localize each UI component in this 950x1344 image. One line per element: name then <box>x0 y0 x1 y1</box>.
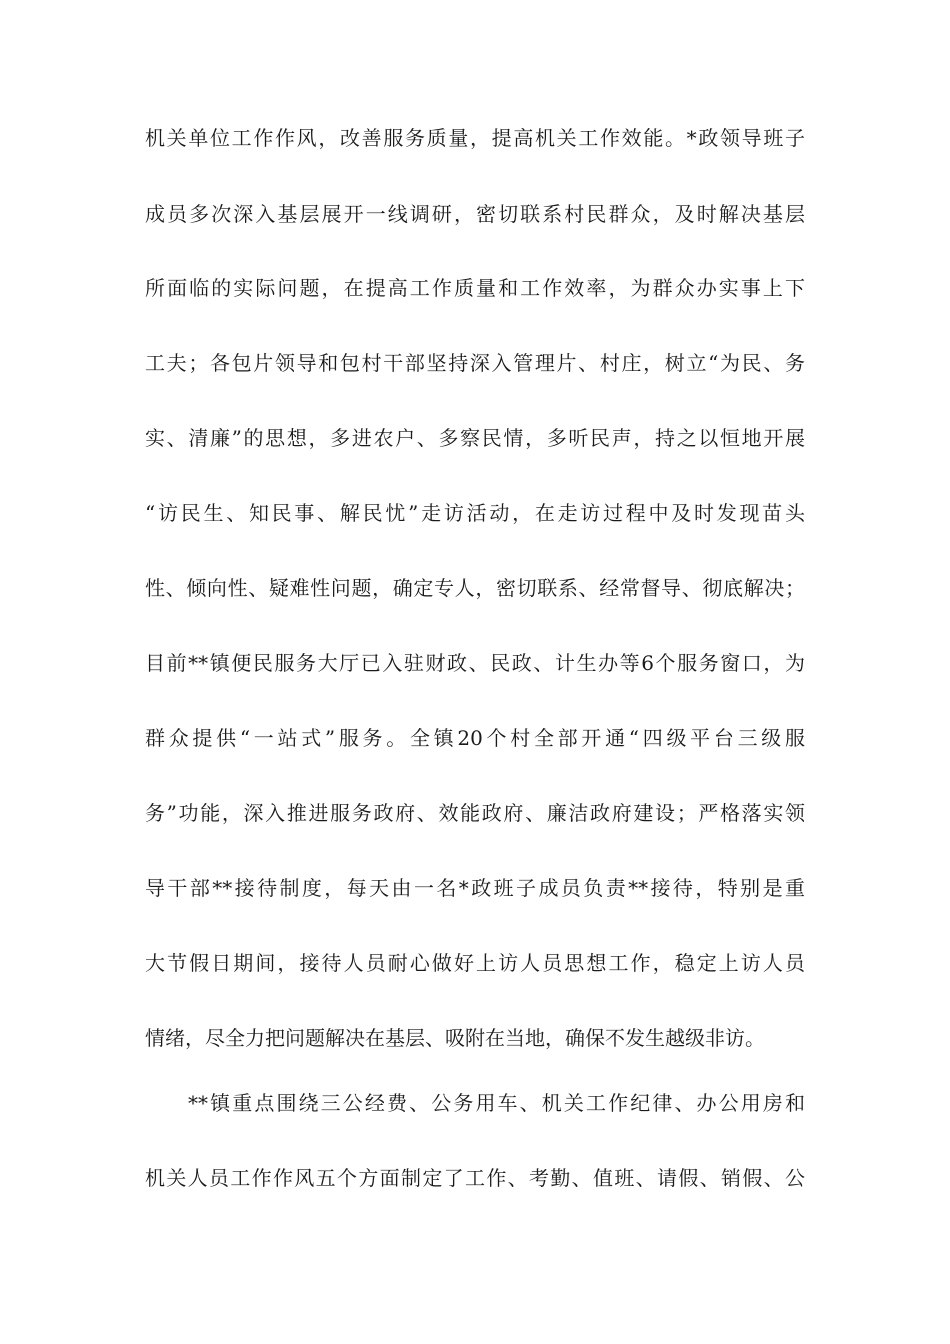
paragraph-line: 机关人员工作作风五个方面制定了工作、考勤、值班、请假、销假、公 <box>145 1166 805 1190</box>
paragraph-line: 导干部**接待制度，每天由一名*政班子成员负责**接待，特别是重 <box>145 876 805 900</box>
paragraph-line: 所面临的实际问题，在提高工作质量和工作效率，为群众办实事上下 <box>145 276 805 300</box>
paragraph-line: 群众提供“一站式”服务。全镇20个村全部开通“四级平台三级服 <box>145 726 805 750</box>
paragraph-line: 工夫；各包片领导和包村干部坚持深入管理片、村庄，树立“为民、务 <box>145 351 805 375</box>
paragraph-line: “访民生、知民事、解民忧”走访活动，在走访过程中及时发现苗头 <box>145 501 805 525</box>
paragraph-line: 务”功能，深入推进服务政府、效能政府、廉洁政府建设；严格落实领 <box>145 801 805 825</box>
paragraph-first-line: **镇重点围绕三公经费、公务用车、机关工作纪律、办公用房和 <box>188 1091 805 1115</box>
paragraph-line: 目前**镇便民服务大厅已入驻财政、民政、计生办等6个服务窗口，为 <box>145 651 805 675</box>
paragraph-line: 实、清廉”的思想，多进农户、多察民情，多听民声，持之以恒地开展 <box>145 426 805 450</box>
paragraph-line: 机关单位工作作风，改善服务质量，提高机关工作效能。*政领导班子 <box>145 126 805 150</box>
paragraph-line: 成员多次深入基层展开一线调研，密切联系村民群众，及时解决基层 <box>145 202 805 226</box>
paragraph-line: 大节假日期间，接待人员耐心做好上访人员思想工作，稳定上访人员 <box>145 951 805 975</box>
paragraph-end-line: 情绪，尽全力把问题解决在基层、吸附在当地，确保不发生越级非访。 <box>145 1026 765 1050</box>
paragraph-line: 性、倾向性、疑难性问题，确定专人，密切联系、经常督导、彻底解决； <box>145 576 805 600</box>
